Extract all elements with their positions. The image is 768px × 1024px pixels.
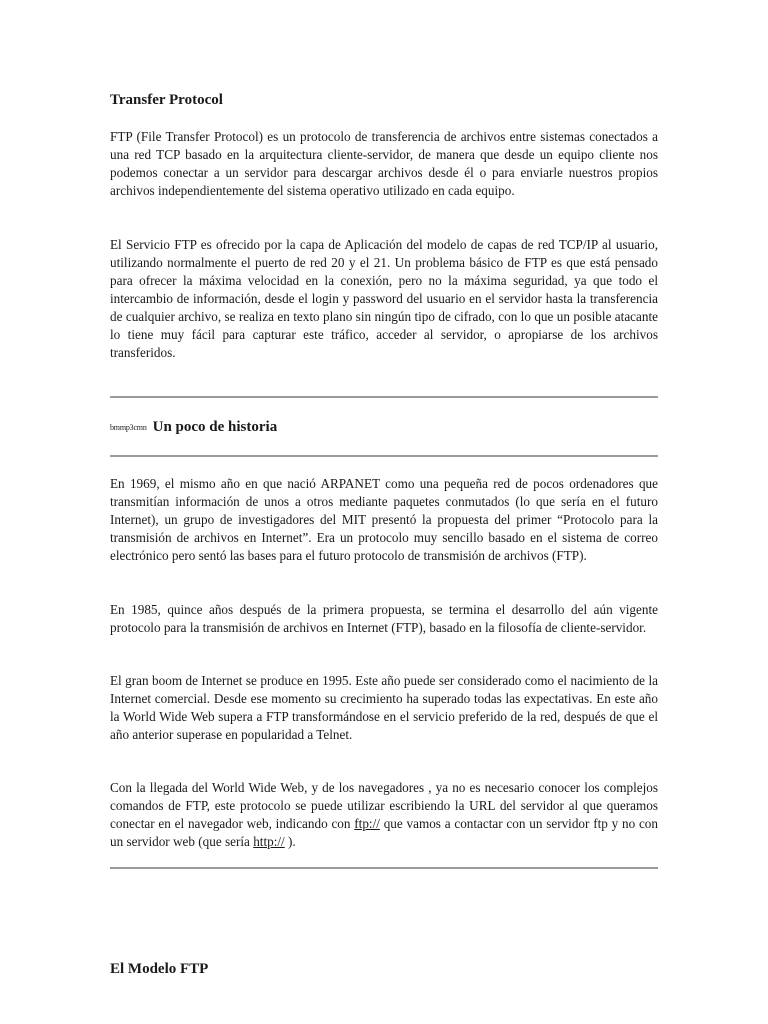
divider-3: [110, 867, 658, 869]
paragraph-web-text-a: Con la llegada del World Wide Web, y de los navegadores , ya no es necesario conocer los complejos comandos de FTP, este protocolo se puede utilizar escribiendo la URL del servidor al que queramos conectar en el navegador web, indicando con: [110, 780, 658, 831]
heading-historia: Un poco de historia: [152, 419, 278, 435]
paragraph-web: [110, 779, 658, 851]
heading-tag: bmmp3cmn: [110, 422, 147, 432]
paragraph-web-text-b: que vamos a contactar con un servidor ftp y no con un servidor web (que sería: [110, 816, 658, 849]
paragraph-1969: En 1969, el mismo año en que nació ARPANET como una pequeña red de pocos ordenadores que transmitían información de unos a otros mediante paquetes conmutados (lo que sería en el futuro Internet), un grupo de investigadores del MIT presentó la propuesta del primer “Protocolo para la transmisión de archivos en Internet”. Era un protocolo muy sencillo basado en el sistema de correo electrónico pero sentó las bases para el futuro protocolo de transmisión de archivos (FTP).: [110, 476, 658, 563]
paragraph-web-text-c: ).: [284, 834, 296, 849]
paragraph-1985: En 1985, quince años después de la primera propuesta, se termina el desarrollo del aún vigente protocolo para la transmisión de archivos en Internet (FTP), basado en la filosofía de cliente-servidor.: [110, 602, 658, 635]
divider-2: [110, 455, 658, 457]
http-link[interactable]: http://: [253, 834, 285, 849]
paragraph-1995: El gran boom de Internet se produce en 1995. Este año puede ser considerado como el nacimiento de la Internet comercial. Desde ese momento su crecimiento ha superado todas las expectativas. En este año la World Wide Web supera a FTP transformándose en el servicio preferido de la red, después de que el año anterior superase en popularidad a Telnet.: [110, 673, 658, 742]
heading-transfer-protocol: Transfer Protocol: [110, 92, 223, 108]
heading-modelo-ftp: El Modelo FTP: [110, 961, 209, 977]
divider-1: [110, 396, 658, 398]
ftp-link[interactable]: ftp://: [354, 816, 380, 831]
paragraph-ftp-service: El Servicio FTP es ofrecido por la capa de Aplicación del modelo de capas de red TCP/IP al usuario, utilizando normalmente el puerto de red 20 y el 21. Un problema básico de FTP es que está pensado para ofrecer la máxima velocidad en la conexión, pero no la máxima seguridad, ya que todo el intercambio de información, desde el login y password del usuario en el servidor hasta la transferencia de cualquier archivo, se realiza en texto plano sin ningún tipo de cifrado, con lo que un posible atacante lo tiene muy fácil para capturar este tráfico, acceder al servidor, o apropiarse de los archivos transferidos.: [110, 237, 658, 360]
paragraph-ftp-definition: FTP (File Transfer Protocol) es un protocolo de transferencia de archivos entre sistemas conectados a una red TCP basado en la arquitectura cliente-servidor, de manera que desde un equipo cliente nos podemos conectar a un servidor para descargar archivos desde él o para enviarle nuestros propios archivos independientemente del sistema operativo utilizado en cada equipo.: [110, 129, 658, 198]
heading-row-historia: [110, 418, 658, 436]
